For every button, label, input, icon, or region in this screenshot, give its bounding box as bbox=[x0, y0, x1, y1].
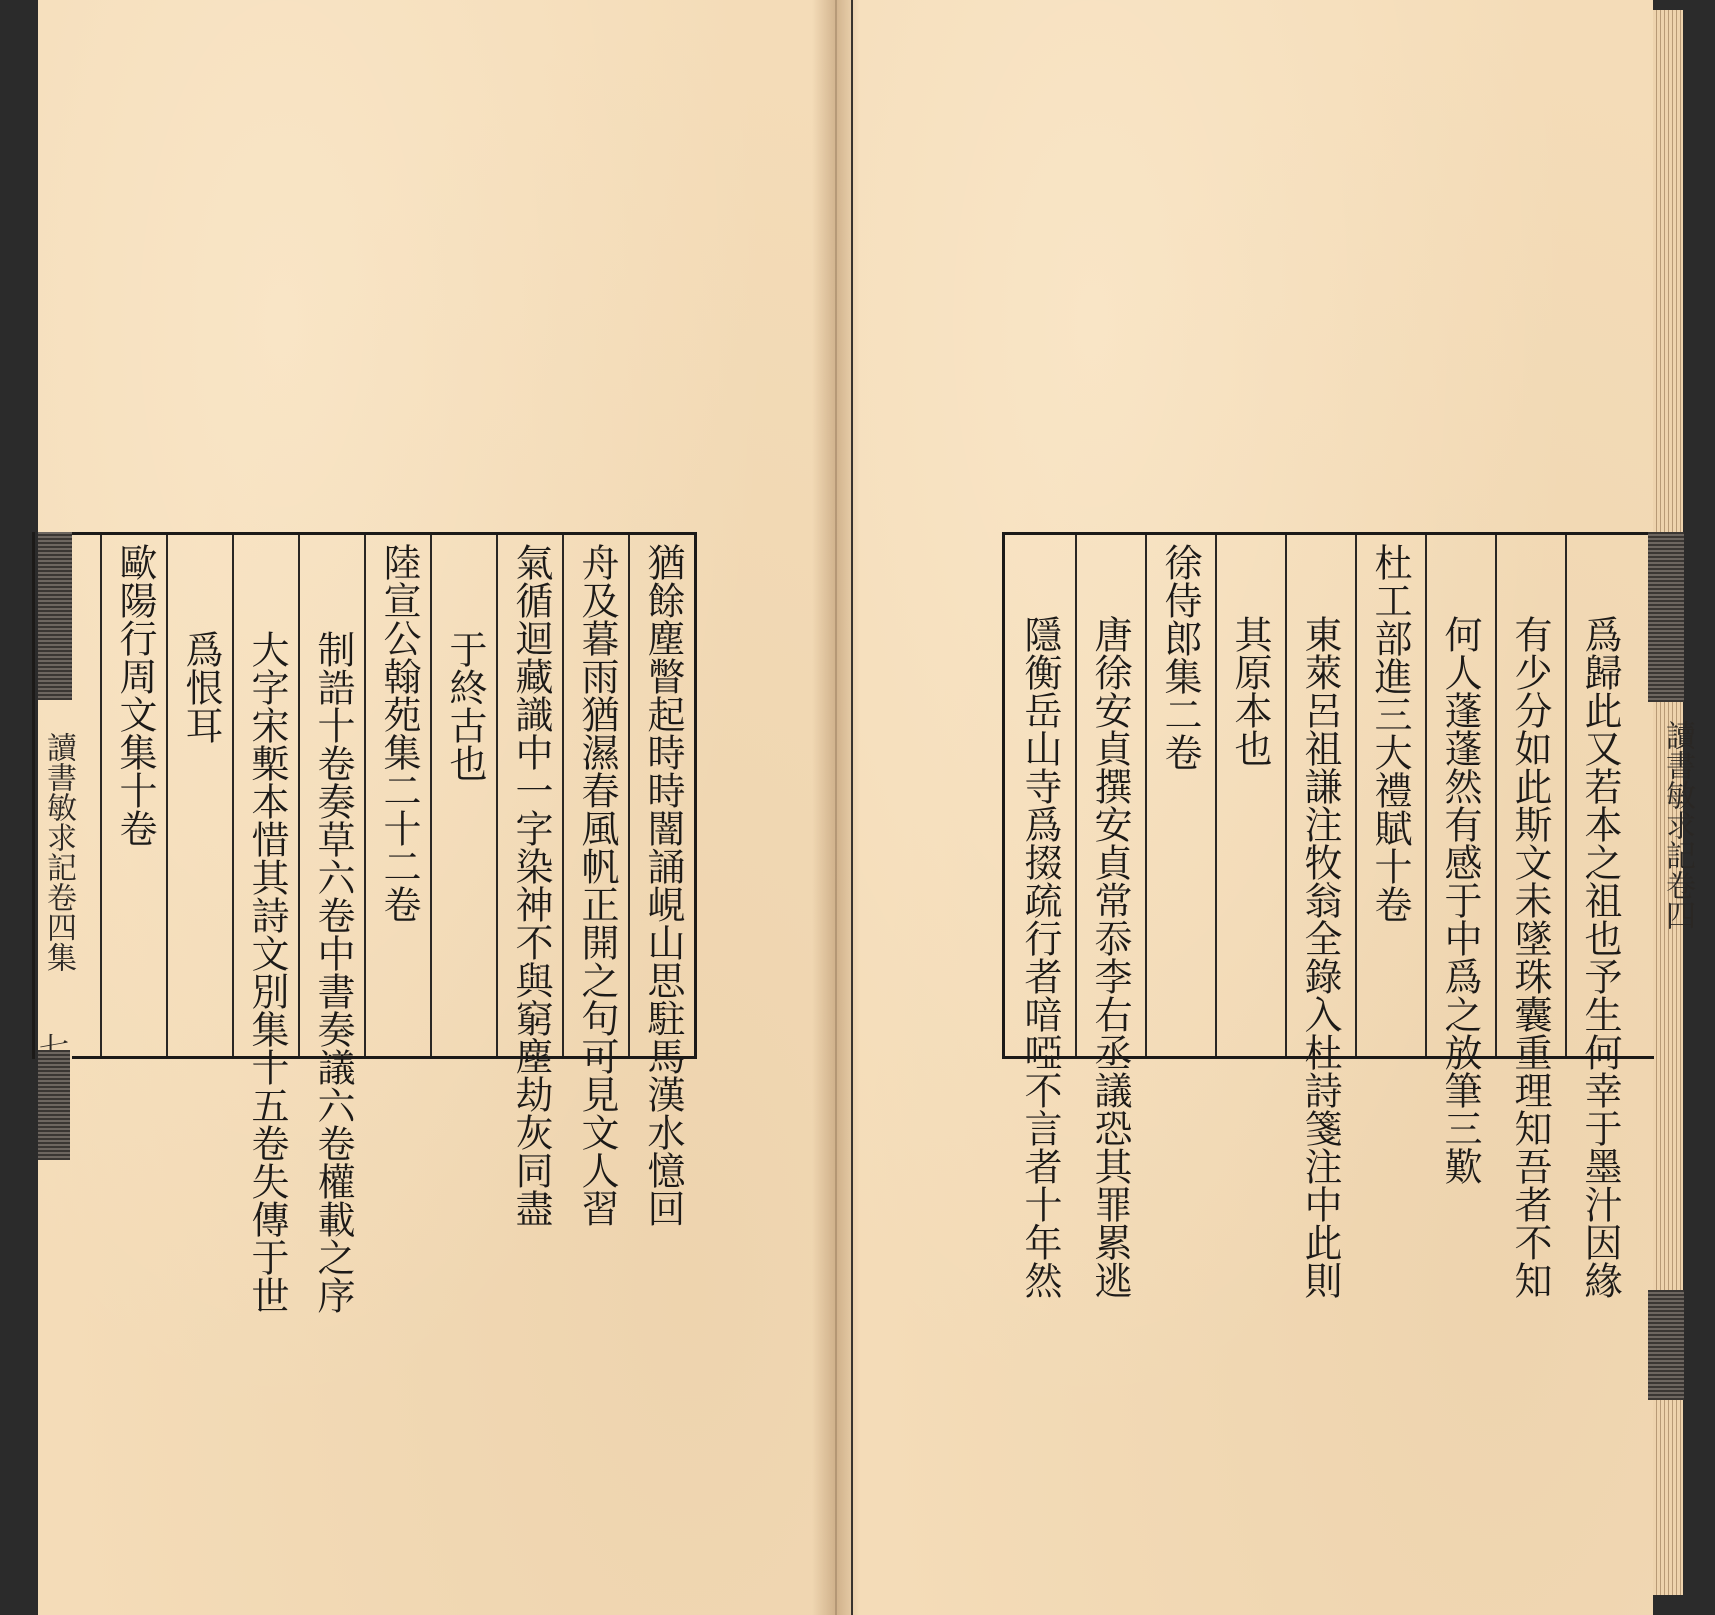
column-rule bbox=[364, 535, 366, 1056]
column-rule bbox=[1565, 535, 1567, 1056]
column-rule bbox=[1145, 535, 1147, 1056]
text-column: 何人蓬蓬然有感于中爲之放筆三歎 bbox=[1438, 615, 1482, 1185]
column-rule bbox=[1495, 535, 1497, 1056]
book-gutter bbox=[812, 0, 860, 1615]
column-rule bbox=[1285, 535, 1287, 1056]
entry-heading: 杜工部進三大禮賦十卷 bbox=[1368, 543, 1412, 923]
column-rule bbox=[1075, 535, 1077, 1056]
text-column: 制誥十卷奏草六卷中書奏議六卷權載之序 bbox=[311, 630, 355, 1314]
text-column: 爲恨耳 bbox=[179, 630, 223, 744]
column-rule bbox=[430, 535, 432, 1056]
entry-heading: 歐陽行周文集十卷 bbox=[113, 543, 157, 847]
text-column: 有少分如此斯文未墜珠囊重理知吾者不知 bbox=[1508, 615, 1552, 1299]
left-centre-strip bbox=[32, 532, 76, 1059]
column-rule bbox=[1425, 535, 1427, 1056]
text-column: 爲歸此又若本之祖也予生何幸于墨汁因緣 bbox=[1578, 615, 1622, 1299]
text-column: 舟及暮雨猶濕春風帆正開之句可見文人習 bbox=[575, 543, 619, 1227]
column-rule bbox=[1355, 535, 1357, 1056]
column-rule bbox=[298, 535, 300, 1056]
text-column: 其原本也 bbox=[1228, 615, 1272, 767]
text-column: 猶餘塵瞥起時時闇誦峴山思駐馬漢水憶回 bbox=[641, 543, 685, 1227]
left-text-frame bbox=[72, 532, 697, 1314]
entry-heading: 徐侍郎集二卷 bbox=[1158, 543, 1202, 771]
column-rule bbox=[100, 535, 102, 1056]
column-rule bbox=[562, 535, 564, 1056]
text-column: 唐徐安貞撰安貞常忝李右丞議恐其罪累逃 bbox=[1088, 615, 1132, 1299]
fishtail-mark bbox=[38, 1050, 70, 1160]
fishtail-mark bbox=[38, 532, 72, 700]
entry-heading: 陸宣公翰苑集二十二卷 bbox=[377, 543, 421, 923]
column-rule bbox=[496, 535, 498, 1056]
text-column: 于終古也 bbox=[443, 630, 487, 782]
running-title: 讀書敏求記卷四 bbox=[1660, 720, 1695, 930]
text-column: 隱衡岳山寺爲掇疏行者喑啞不言者十年然 bbox=[1018, 615, 1062, 1299]
right-text-frame bbox=[1002, 532, 1654, 1299]
column-rule bbox=[1215, 535, 1217, 1056]
fishtail-mark bbox=[1648, 532, 1684, 702]
column-rule bbox=[232, 535, 234, 1056]
column-rule bbox=[166, 535, 168, 1056]
column-rule bbox=[628, 535, 630, 1056]
running-title: 讀書敏求記卷四集 bbox=[41, 732, 76, 972]
text-column: 氣循迴藏識中一字染神不與窮塵劫灰同盡 bbox=[509, 543, 553, 1227]
text-column: 東萊呂祖謙注牧翁全錄入杜詩箋注中此則 bbox=[1298, 615, 1342, 1299]
fishtail-mark bbox=[1648, 1290, 1684, 1400]
text-column: 大字宋槧本惜其詩文別集十五卷失傳于世 bbox=[245, 630, 289, 1314]
